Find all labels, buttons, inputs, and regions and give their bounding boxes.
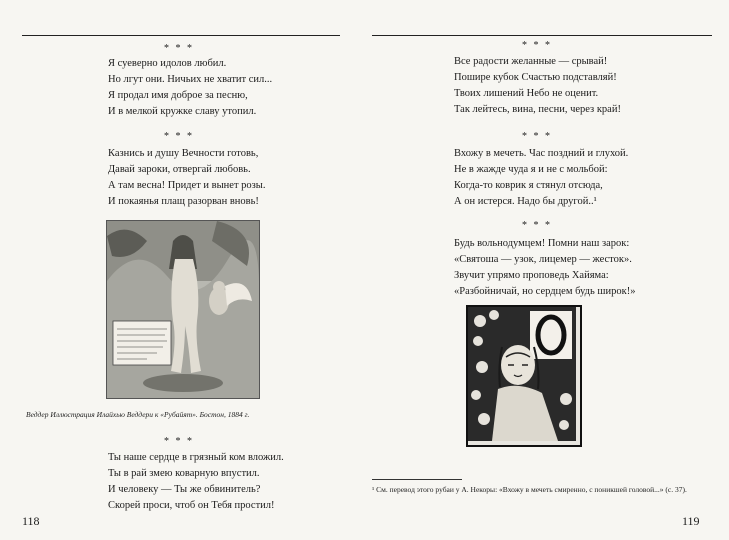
verse-line: А там весна! Придет и вынет розы. [108,180,266,191]
top-rule [22,35,340,36]
poem-stanza [108,450,284,514]
stanza-divider: * * * [164,436,194,447]
verse-line: «Разбойничай, но сердцем будь широк!» [454,286,636,297]
verse-line: И покаянья плащ разорван вновь! [108,196,259,207]
vedder-illustration [106,220,260,399]
verse-line: Твоих лишений Небо не оценит. [454,88,599,99]
left-page [0,0,360,540]
verse-line: Пошире кубок Счастью подставляй! [454,72,617,83]
verse-line: Вхожу в мечеть. Час поздний и глухой. [454,148,629,159]
verse-line: Все радости желанные — срывай! [454,56,608,67]
right-page [362,0,729,540]
poem-stanza [454,54,621,118]
stanza-divider: * * * [164,131,194,142]
verse-line: Когда-то коврик я стянул отсюда, [454,180,603,191]
page-number: 119 [682,514,700,528]
verse-line: Ты в рай змею коварную впустил. [108,468,260,479]
verse-line: Не в жажде чуда я и не с мольбой: [454,164,608,175]
page-number: 118 [22,514,40,528]
poem-stanza [108,146,265,210]
verse-line: Скорей проси, чтоб он Тебя простил! [108,500,275,511]
verse-line: И человеку — Ты же обвинитель? [108,484,261,495]
stanza-divider: * * * [164,43,194,54]
verse-line: Казнись и душу Вечности готовь, [108,148,259,159]
poem-stanza [454,146,628,210]
verse-line: Я суеверно идолов любил. [108,58,227,69]
illustration-caption: Веддер Иллюстрация Илайхью Веддери к «Рубайят». Бостон, 1884 г. [26,410,250,419]
stanza-divider: * * * [522,40,552,51]
poem-stanza [454,236,635,300]
woodcut-initial-illustration [466,305,582,447]
verse-line: Я продал имя доброе за песню, [108,90,248,101]
verse-line: И в мелкой кружке славу утопил. [108,106,257,117]
verse-line: «Святоша — узок, лицемер — жесток». [454,254,632,265]
poem-stanza [108,56,272,120]
footnote-rule [372,479,462,480]
footnote: ¹ См. перевод этого рубаи у А. Некоры: «Вхожу в мечеть смиренно, с поникшей головой...» (с. 37). [372,485,687,494]
verse-line: Но лгут они. Ничьих не хватит сил... [108,74,273,85]
verse-line: Звучит упрямо проповедь Хайяма: [454,270,609,281]
top-rule [372,35,712,36]
stanza-divider: * * * [522,220,552,231]
verse-line: А он истерся. Надо бы другой..¹ [454,196,597,207]
stanza-divider: * * * [522,131,552,142]
verse-line: Так лейтесь, вина, песни, через край! [454,104,621,115]
verse-line: Давай зароки, отвергай любовь. [108,164,251,175]
woodcut-letter [576,307,577,308]
verse-line: Будь вольнодумцем! Помни наш зарок: [454,238,630,249]
verse-line: Ты наше сердце в грязный ком вложил. [108,452,284,463]
